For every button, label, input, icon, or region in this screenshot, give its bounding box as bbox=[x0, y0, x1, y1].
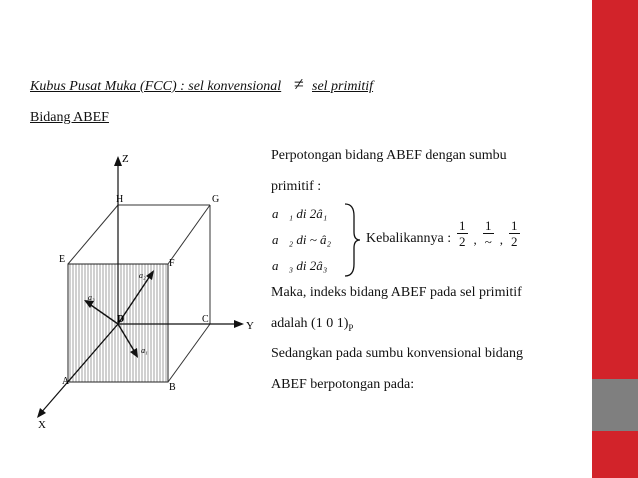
vertex-label-f: F bbox=[169, 258, 175, 269]
not-equal-symbol: ≠ bbox=[294, 74, 304, 94]
intercept-a2: a⃗₂ di ~ â₂ bbox=[272, 232, 332, 247]
axis-label-x: X bbox=[38, 419, 46, 431]
right-brace bbox=[342, 202, 362, 278]
paragraph2-line1: Maka, indeks bidang ABEF pada sel primitif bbox=[271, 285, 522, 300]
vector-label-a2: a₂ bbox=[139, 271, 146, 280]
subtitle: Bidang ABEF bbox=[30, 110, 109, 125]
vertex-label-h: H bbox=[116, 194, 124, 205]
slide-title bbox=[30, 79, 281, 95]
vertex-label-a: A bbox=[62, 376, 70, 387]
intercept-a1: a⃗₁ di 2â₁ bbox=[272, 206, 328, 221]
vertex-label-g: G bbox=[212, 194, 220, 205]
right-accent-gray-block bbox=[592, 379, 638, 431]
fraction-1: 1 2 bbox=[459, 218, 466, 249]
fraction-2: 1 ~ bbox=[484, 218, 492, 249]
intercept-a3: a⃗₃ di 2â₃ bbox=[272, 258, 328, 273]
vertex-label-b: B bbox=[169, 382, 176, 393]
slide-content-image bbox=[24, 62, 570, 438]
index-subscript: P bbox=[348, 322, 354, 333]
vector-label-a3: a₃ bbox=[88, 293, 95, 302]
paragraph3-line2: ABEF berpotongan pada: bbox=[271, 377, 415, 392]
axis-label-y: Y bbox=[246, 320, 254, 332]
title-text: Kubus Pusat Muka (FCC) : sel konvensional bbox=[30, 79, 282, 94]
vector-label-a1: a₁ bbox=[141, 346, 148, 355]
reciprocal-fractions: 1 2 , 1 ~ , 1 2 bbox=[459, 218, 518, 249]
vertex-label-c: C bbox=[202, 314, 209, 325]
fraction-3: 1 2 bbox=[511, 218, 518, 249]
paragraph3-line1: Sedangkan pada sumbu konvensional bidang bbox=[271, 346, 523, 361]
reciprocal-label: Kebalikannya : bbox=[366, 231, 452, 246]
paragraph1-line2: primitif : bbox=[271, 179, 322, 194]
title-tail-text: sel primitif bbox=[312, 79, 374, 94]
vertex-label-d: D bbox=[117, 314, 125, 325]
vertex-label-e: E bbox=[59, 254, 66, 265]
paragraph1-line1: Perpotongan bidang ABEF dengan sumbu bbox=[271, 148, 507, 163]
axis-label-z: Z bbox=[122, 153, 129, 165]
fcc-cube-diagram bbox=[24, 138, 264, 438]
paragraph2-line2: adalah (1 0 $1)_P$ bbox=[271, 316, 354, 333]
title-tail bbox=[312, 79, 373, 95]
